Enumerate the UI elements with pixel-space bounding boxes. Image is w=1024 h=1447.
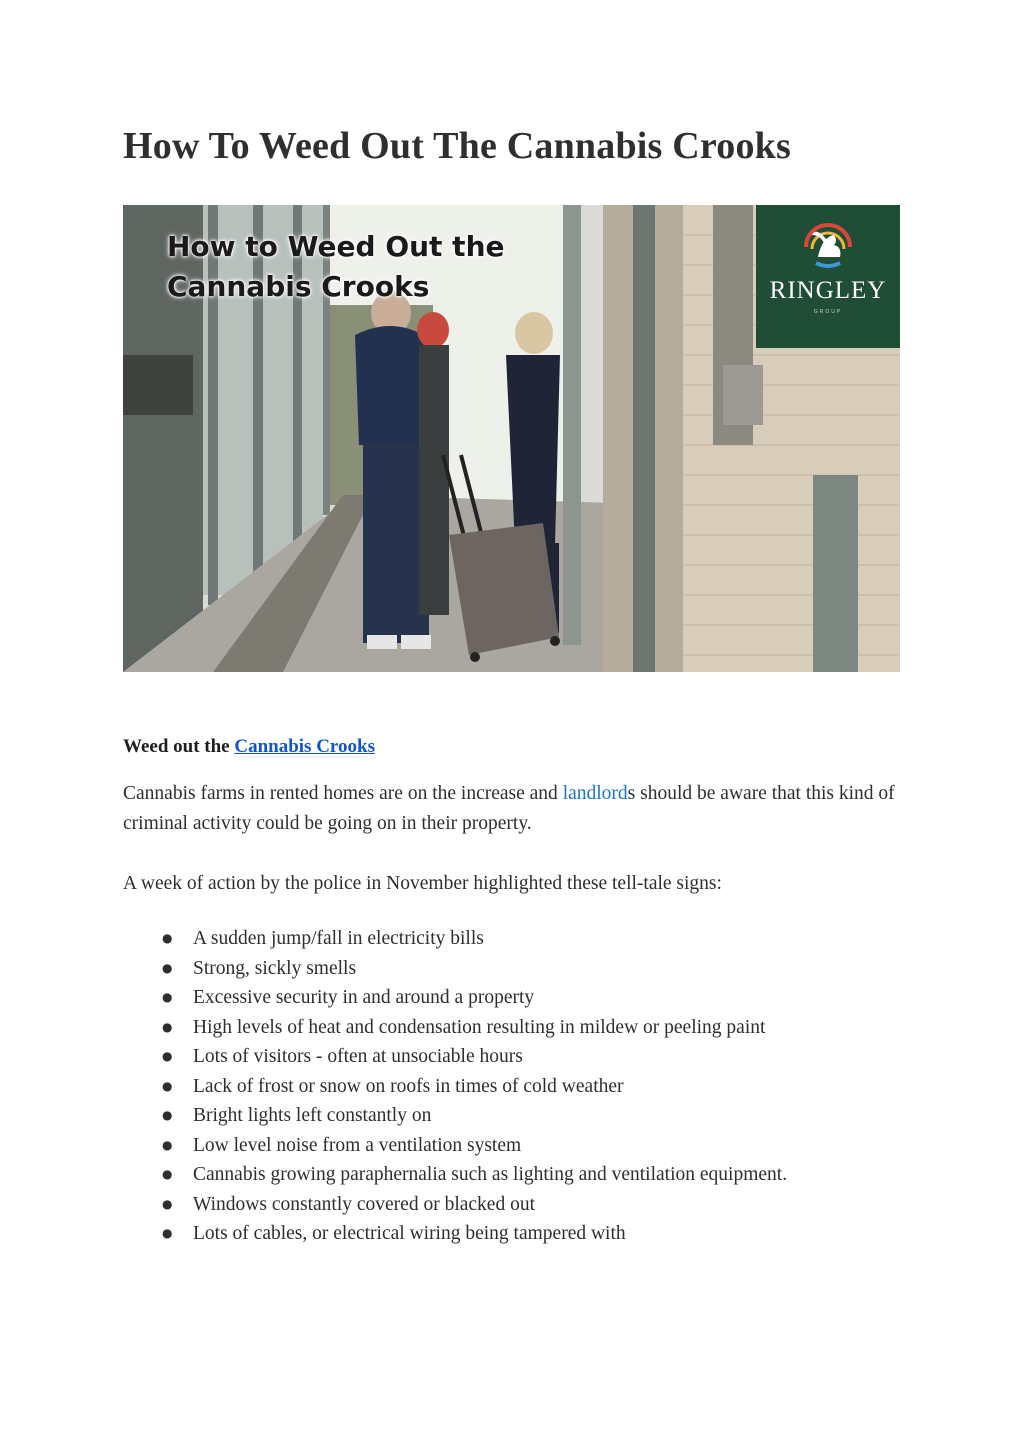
hero-image bbox=[123, 205, 900, 672]
list-item bbox=[160, 1219, 900, 1249]
list-item-text: Lots of cables, or electrical wiring being tampered with bbox=[193, 1223, 626, 1244]
list-item bbox=[160, 954, 900, 984]
list-item-text: Lots of visitors - often at unsociable hours bbox=[193, 1046, 523, 1067]
list-item-text: A sudden jump/fall in electricity bills bbox=[193, 928, 484, 949]
logo-subtext: GROUP bbox=[813, 309, 843, 315]
bullet-icon: ● bbox=[162, 1019, 173, 1034]
list-item-text: Lack of frost or snow on roofs in times of cold weather bbox=[193, 1075, 624, 1097]
list-item-text: Cannabis growing paraphernalia such as lighting and ventilation equipment. bbox=[193, 1164, 788, 1185]
landlord-link[interactable]: landlord bbox=[562, 783, 628, 804]
hero-caption-line-1: How to Weed Out the bbox=[167, 230, 505, 263]
list-item bbox=[160, 924, 900, 954]
cannabis-crooks-link[interactable]: Cannabis Crooks bbox=[234, 736, 375, 757]
intro-text-after: s should be aware that this kind of criminal activity could be going on in their property. bbox=[123, 783, 895, 834]
logo-text: RINGLEY bbox=[769, 277, 887, 304]
bullet-icon: ● bbox=[162, 931, 173, 945]
bullet-icon: ● bbox=[162, 1078, 173, 1093]
list-item-text: Low level noise from a ventilation system bbox=[193, 1134, 522, 1156]
bullet-icon: ● bbox=[162, 1196, 173, 1211]
list-item bbox=[160, 1190, 900, 1220]
tell-tale-signs-list bbox=[160, 924, 900, 1249]
signs-intro-paragraph: A week of action by the police in November highlighted these tell-tale signs: bbox=[123, 873, 722, 894]
hero-caption-line-2: Cannabis Crooks bbox=[167, 270, 430, 303]
list-item bbox=[160, 983, 900, 1013]
list-item bbox=[160, 1131, 900, 1161]
list-item bbox=[160, 1042, 900, 1072]
list-item-text: High levels of heat and condensation resulting in mildew or peeling paint bbox=[193, 1016, 766, 1038]
intro-text-before: Cannabis farms in rented homes are on the increase and bbox=[123, 783, 563, 804]
list-item bbox=[160, 1160, 900, 1190]
list-item-text: Windows constantly covered or blacked out bbox=[193, 1193, 535, 1215]
intro-paragraph bbox=[123, 779, 913, 839]
bullet-icon: ● bbox=[162, 960, 173, 975]
list-item bbox=[160, 1072, 900, 1102]
bullet-icon: ● bbox=[162, 1049, 173, 1063]
bullet-icon: ● bbox=[162, 1226, 173, 1240]
ringley-logo bbox=[756, 205, 900, 348]
list-item-text: Strong, sickly smells bbox=[193, 957, 357, 979]
list-item-text: Excessive security in and around a property bbox=[193, 987, 535, 1008]
pegasus-emblem-icon bbox=[756, 205, 900, 275]
list-item-text: Bright lights left constantly on bbox=[193, 1105, 432, 1126]
hero-caption bbox=[167, 227, 505, 307]
page-title: How To Weed Out The Cannabis Crooks bbox=[123, 125, 791, 167]
section-heading bbox=[123, 732, 375, 762]
bullet-icon: ● bbox=[162, 990, 173, 1004]
list-item bbox=[160, 1013, 900, 1043]
bullet-icon: ● bbox=[162, 1167, 173, 1181]
section-heading-prefix: Weed out the bbox=[123, 736, 235, 757]
bullet-icon: ● bbox=[162, 1137, 173, 1152]
list-item bbox=[160, 1101, 900, 1131]
bullet-icon: ● bbox=[162, 1108, 173, 1122]
